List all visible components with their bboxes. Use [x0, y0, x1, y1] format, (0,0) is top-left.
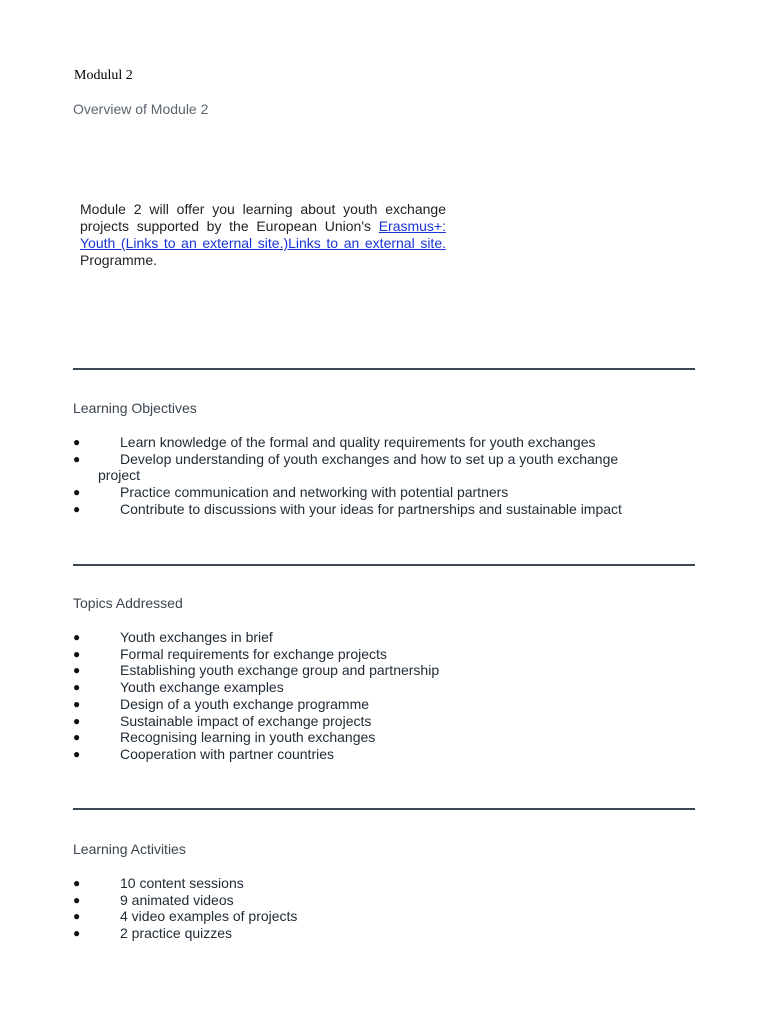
activities-heading: Learning Activities [73, 841, 186, 857]
objectives-list [73, 434, 693, 518]
list-item [73, 646, 693, 663]
list-item [73, 875, 693, 892]
list-item-text: Formal requirements for exchange projects [120, 645, 387, 662]
list-item-text: Cooperation with partner countries [120, 745, 335, 762]
list-item [73, 892, 693, 909]
bullet-icon: ● [73, 892, 81, 907]
bullet-icon: ● [73, 926, 81, 941]
bullet-icon: ● [73, 630, 81, 644]
bullet-icon: ● [73, 501, 81, 516]
intro-text-before: Module 2 will offer you learning about youth exchange projects supported by the European Union's [80, 201, 446, 234]
objectives-heading: Learning Objectives [73, 400, 197, 416]
bullet-icon: ● [73, 713, 81, 728]
bullet-icon: ● [73, 646, 81, 661]
bullet-icon: ● [73, 663, 81, 678]
bullet-icon: ● [73, 451, 81, 466]
activities-list [73, 875, 693, 942]
list-item-text: Recognising learning in youth exchanges [120, 729, 376, 746]
list-item [73, 908, 693, 925]
list-item-text: Contribute to discussions with your ideas for partnerships and sustainable impact [120, 500, 622, 517]
list-item [73, 629, 693, 646]
bullet-icon: ● [73, 696, 81, 711]
section-divider [73, 368, 695, 370]
bullet-icon: ● [73, 876, 81, 890]
list-item-text: project [98, 467, 141, 484]
list-item-text: Youth exchanges in brief [120, 629, 273, 645]
topics-heading: Topics Addressed [73, 595, 183, 611]
bullet-icon: ● [73, 746, 81, 761]
intro-text-after: Programme. [80, 252, 158, 268]
list-item-text: 2 practice quizzes [120, 925, 233, 942]
list-item-text: 10 content sessions [120, 875, 244, 891]
intro-paragraph [80, 201, 446, 269]
list-item [73, 746, 693, 763]
list-item-text: Learn knowledge of the formal and quality requirements for youth exchanges [120, 434, 596, 450]
list-item [73, 501, 693, 518]
list-item-text: Develop understanding of youth exchanges and how to set up a youth exchange [120, 450, 619, 467]
topics-list [73, 629, 693, 763]
list-item [73, 662, 693, 679]
list-item-text: 4 video examples of projects [120, 908, 298, 925]
bullet-icon: ● [73, 909, 81, 924]
bullet-icon: ● [73, 435, 81, 449]
list-item-text: 9 animated videos [120, 891, 234, 908]
list-item [73, 729, 693, 746]
list-item [73, 434, 693, 451]
erasmus-youth-link[interactable]: Erasmus+: Youth (Links to an external site.)Links to an external site. [80, 218, 446, 251]
page-subtitle: Overview of Module 2 [73, 101, 209, 117]
list-item-text: Practice communication and networking with potential partners [120, 484, 509, 501]
list-item [73, 713, 693, 730]
list-item-text: Design of a youth exchange programme [120, 695, 370, 712]
bullet-icon: ● [73, 680, 81, 695]
list-item [73, 484, 693, 501]
list-item [73, 451, 693, 468]
list-item [73, 925, 693, 942]
section-divider [73, 564, 695, 566]
list-item [73, 696, 693, 713]
list-item [73, 679, 693, 696]
bullet-icon: ● [73, 485, 81, 500]
list-item-text: Establishing youth exchange group and partnership [120, 662, 440, 679]
page-title: Modulul 2 [74, 68, 133, 83]
list-item-text: Sustainable impact of exchange projects [120, 712, 372, 729]
section-divider [73, 808, 695, 810]
bullet-icon: ● [73, 730, 81, 745]
list-item-continuation [73, 467, 693, 484]
list-item-text: Youth exchange examples [120, 679, 284, 696]
